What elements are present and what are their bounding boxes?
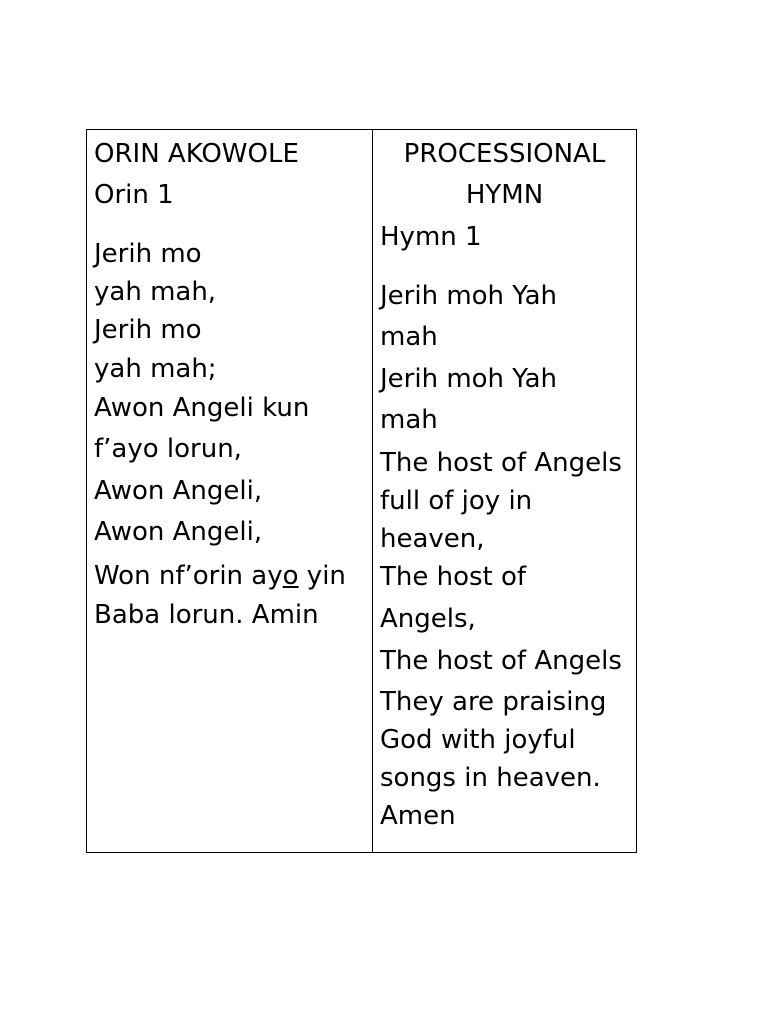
verse-text: Won nf’orin ay	[94, 561, 283, 591]
english-verse-line: mah	[380, 405, 438, 435]
english-heading: HYMN	[465, 180, 544, 210]
yoruba-heading: ORIN AKOWOLE	[94, 139, 299, 169]
english-hymn-number: Hymn 1	[380, 222, 482, 252]
english-verse-line: songs in heaven.	[380, 763, 601, 793]
english-verse-line: Jerih moh Yah	[380, 281, 558, 311]
yoruba-verse-line: yah mah;	[94, 354, 217, 384]
yoruba-verse-line: Awon Angeli,	[94, 476, 263, 506]
english-verse-line: God with joyful	[380, 725, 576, 755]
english-heading: PROCESSIONAL	[403, 139, 606, 169]
yoruba-verse-line: Awon Angeli kun	[94, 393, 310, 423]
english-hymn-column	[373, 130, 636, 852]
yoruba-hymn-number: Orin 1	[94, 180, 174, 210]
english-verse-line: full of joy in	[380, 486, 533, 516]
yoruba-verse-line: Jerih mo	[94, 239, 202, 269]
english-verse-line: Amen	[380, 801, 456, 831]
yoruba-verse-line: yah mah,	[94, 277, 217, 307]
english-verse-line: mah	[380, 322, 438, 352]
yoruba-verse-line: f’ayo lorun,	[94, 434, 242, 464]
yoruba-verse-line: Baba lorun. Amin	[94, 600, 319, 630]
english-verse-line: The host of Angels	[380, 448, 622, 478]
english-verse-line: Jerih moh Yah	[380, 364, 558, 394]
hymn-table	[86, 129, 637, 853]
english-verse-line: Angels,	[380, 604, 476, 634]
english-verse-line: They are praising	[380, 687, 607, 717]
yoruba-verse-line: Awon Angeli,	[94, 517, 263, 547]
underlined-letter: o	[282, 561, 299, 591]
english-verse-line: The host of Angels	[380, 646, 622, 676]
yoruba-verse-line: Jerih mo	[94, 315, 202, 345]
yoruba-hymn-column	[87, 130, 373, 852]
english-verse-line: heaven,	[380, 524, 485, 554]
verse-text: yin	[298, 561, 346, 591]
english-verse-line: The host of	[380, 562, 527, 592]
yoruba-verse-line	[94, 561, 346, 591]
